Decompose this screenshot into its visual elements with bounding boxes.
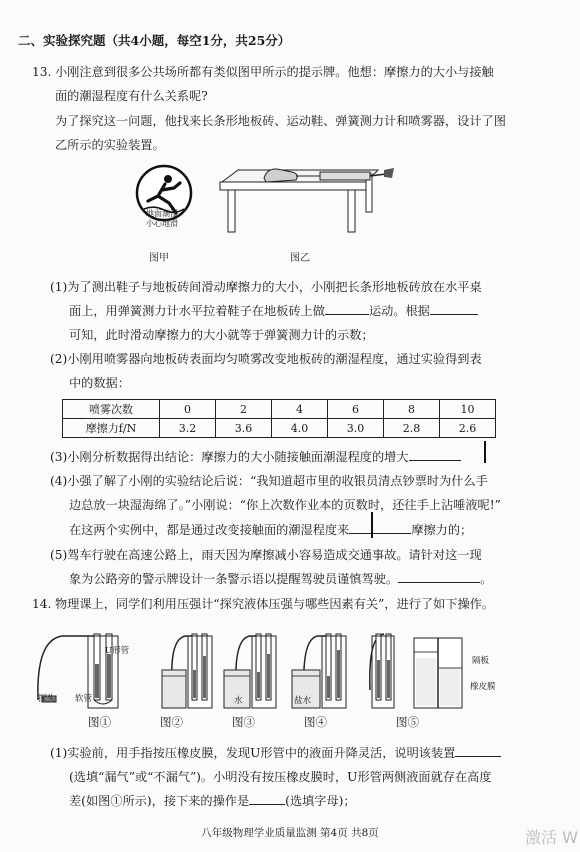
table-cell: 4.0 [272,419,328,438]
q14-blank-leak[interactable] [455,744,501,757]
label-u-tube: U形管 [105,646,130,656]
q13-part5-end: 。 [480,572,493,586]
q13-part1-line1: (1)为了测出鞋子与地板砖间滑动摩擦力的大小，小刚把长条形地板砖放在水平桌 [50,280,482,294]
table-cell: 2 [216,400,272,419]
q13-part4-text-b: 摩擦力的； [411,523,473,537]
label-salt-water: 盐水 [294,696,312,706]
q13-number: 13. [32,65,52,79]
spray-friction-table [62,399,496,438]
q13-intro-line2: 面的潮湿程度有什么关系呢? [55,89,208,103]
fig-jia-caption: 图甲 [149,253,169,264]
fig2-caption: 图② [160,715,183,729]
label-probe: 探头 [38,694,56,704]
q13-part1-text-b: 运动。根据 [368,304,430,318]
sign-text-2: 小心地滑 [146,219,178,228]
friction-apparatus-figure [208,160,398,240]
q14-part1-text-a: (1)实验前，用手指按压橡皮膜，发现U形管中的液面升降灵活，说明该装置 [50,746,456,760]
q14-number: 14. [32,597,52,611]
activation-watermark: 激活 W [525,828,578,847]
fig4-caption: 图④ [304,715,327,729]
table-header-spray: 喷雾次数 [63,400,160,419]
q14-part1-line1 [50,744,501,762]
q13-blank-motion[interactable] [325,302,369,315]
q13-part1-text-a: 面上，用弹簧测力计水平拉着鞋子在地板砖上做 [69,304,325,318]
table-row [63,400,496,419]
wet-floor-sign-figure [134,163,194,245]
q13-part5-line2 [69,570,492,588]
q14-part1-text-c: (选填字母)； [285,794,356,808]
table-cell: 4 [272,400,328,419]
pen-mark [371,512,373,538]
table-cell: 3.0 [328,419,384,438]
q13-part5-line1: (5)驾车行驶在高速公路上，雨天因为摩擦减小容易造成交通事故。请针对这一现 [50,548,482,562]
q14-part1-line2: (选填“漏气”或“不漏气”)。小明没有按压橡皮膜时，U形管两侧液面就存在高度 [69,770,492,784]
table-header-friction: 摩擦力f/N [63,419,160,438]
pressure-gauge-fig2 [160,630,218,712]
q13-part4-line3 [69,521,472,539]
q13-blank-change[interactable] [349,521,411,534]
q14-intro: 物理课上，同学们利用压强计“探究液体压强与哪些因素有关”，进行了如下操作。 [55,597,495,611]
label-rubber-tube: 软管 [75,694,93,704]
table-cell: 8 [384,400,440,419]
fig3-caption: 图③ [232,715,255,729]
baffle-container-fig5 [364,630,474,712]
sign-text-1: 地面潮湿 [146,209,178,218]
q13-part2-line2: 中的数据： [69,376,130,390]
section-heading: 二、实验探究题（共4小题，每空1分，共25分） [18,33,291,48]
q13-part3-text: (3)小刚分析数据得出结论：摩擦力的大小随接触面潮湿程度的增大 [50,450,409,464]
table-cell: 2.8 [384,419,440,438]
q14-blank-operation[interactable] [249,792,285,805]
q13-blank-principle[interactable] [430,302,478,315]
table-cell: 0 [160,400,216,419]
q13-part3-line [50,448,461,466]
q13-part1-line3: 可知，此时滑动摩擦力的大小就等于弹簧测力计的示数； [69,328,374,342]
table-cell: 3.6 [216,419,272,438]
fig1-caption: 图① [88,715,111,729]
table-cell: 6 [328,400,384,419]
table-cell: 2.6 [440,419,496,438]
q14-part1-line3 [69,792,356,810]
q13-part2-line1: (2)小刚用喷雾器向地板砖表面均匀喷雾改变地板砖的潮湿程度，通过实验得到表 [50,352,482,366]
q13-blank-trend[interactable] [409,448,461,461]
q13-part4-line1: (4)小强了解了小刚的实验结论后说：“我知道超市里的收银员清点钞票时为什么手 [50,474,488,488]
q13-blank-slogan[interactable] [398,570,480,583]
table-row [63,419,496,438]
q13-intro-line4: 乙所示的实验装置。 [55,138,165,152]
q13-part4-line2: 边总放一块湿海绵了。”小刚说：“你上次数作业本的页数时，还往手上沾唾液呢!” [69,498,501,512]
q13-intro-line3: 为了探究这一问题，他找来长条形地板砖、运动鞋、弹簧测力计和喷雾器，设计了图 [55,114,506,128]
table-cell: 10 [440,400,496,419]
label-water: 水 [234,696,243,706]
q13-part5-text: 象为公路旁的警示牌设计一条警示语以提醒驾驶员谨慎驾驶。 [69,572,399,586]
q13-part4-text-a: 在这两个实例中，都是通过改变接触面的潮湿程度来 [69,523,350,537]
fig-yi-caption: 图乙 [290,253,310,264]
pressure-gauge-fig3 [222,630,282,712]
table-cell: 3.2 [160,419,216,438]
page-footer: 八年级物理学业质量监测 第4页 共8页 [201,827,379,839]
q13-part1-line2 [69,302,478,320]
label-rubber-film: 橡皮膜 [470,682,496,692]
label-baffle: 隔板 [472,656,490,666]
pen-mark [484,441,486,463]
fig5-caption: 图⑤ [396,715,419,729]
q13-intro-line1: 小刚注意到很多公共场所都有类似图甲所示的提示牌。他想：摩擦力的大小与接触 [55,65,494,79]
q14-part1-text-b: 差(如图①所示)，接下来的操作是 [69,794,250,808]
